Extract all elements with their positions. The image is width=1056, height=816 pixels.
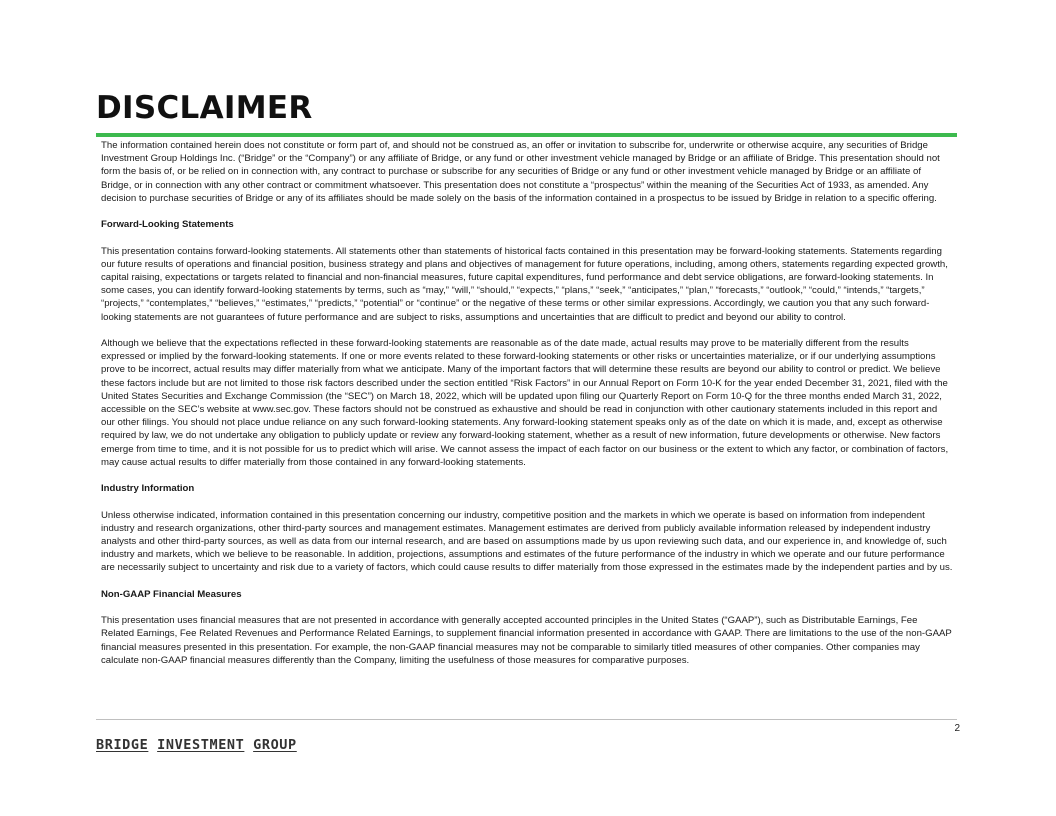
- non-gaap-paragraph: This presentation uses financial measures that are not presented in accordance with generally accepted accounted principles in the United States (“GAAP”), such as Distributable Earnings, Fee Related Earnings, Fee Related Revenues and Performance Related Earnings, to supplement financial information presented in accordance with GAAP. There are limitations to the use of the non-GAAP financial measures presented in this presentation. For example, the non-GAAP financial measures may not be comparable to similarly titled measures of other companies. Other companies may calculate non-GAAP financial measures differently than the Company, limiting the usefulness of those measures for comparative purposes.: [101, 615, 952, 666]
- industry-paragraph: Unless otherwise indicated, information contained in this presentation concerning our industry, competitive position and the markets in which we operate is based on information from independent industry and research organizations, other third-party sources and management estimates. Management estimates are derived from publicly available information released by independent industry analysts and other third-party sources, as well as data from our internal research, and are based on assumptions made by us upon reviewing such data, and our experience in, and knowledge of, such industry and markets, which we believe to be reasonable. In addition, projections, assumptions and estimates of the future performance of the industry in which we operate and our future performance are necessarily subject to uncertainty and risk due to a variety of factors, which could cause results to differ materially from those expressed in the estimates made by the independent parties and by us.: [101, 509, 953, 574]
- forward-looking-heading: Forward-Looking Statements: [101, 219, 234, 231]
- forward-looking-paragraph-1: This presentation contains forward-looking statements. All statements other than statements of historical facts contained in this presentation may be forward-looking statements. Statements regarding our future results of operations and financial position, business strategy and plans and objectives of management for future operations, including, among others, statements regarding expected growth, capital raising, expectations or targets related to financial and non-financial measures, future capital expenditures, fund performance and debt service obligations, are forward-looking statements. In some cases, you can identify forward-looking statements by terms, such as “may,” “will,” “should,” “expects,” “plans,” “seek,” “anticipates,” “plan,” “forecasts,” “outlook,” “could,” “intends,” “targets,” “projects,” “contemplates,” “believes,” “estimates,” “predicts,” “potential” or “continue” or the negative of these terms or other similar expressions. Accordingly, we caution you that any such forward-looking statements are not guarantees of future performance and are subject to risks, assumptions and uncertainties that are difficult to predict and beyond our ability to control.: [101, 245, 948, 323]
- page-number: 2: [954, 723, 960, 734]
- spacer: [101, 324, 953, 337]
- spacer: [101, 231, 953, 244]
- disclaimer-body: [101, 139, 953, 667]
- company-logo: [96, 737, 297, 753]
- non-gaap-heading: Non-GAAP Financial Measures: [101, 588, 242, 600]
- title-accent-divider: [96, 133, 957, 137]
- logo-word-2: INVESTMENT: [157, 737, 245, 753]
- spacer: [101, 575, 953, 588]
- spacer: [101, 469, 953, 482]
- spacer: [101, 495, 953, 508]
- forward-looking-paragraph-2: Although we believe that the expectations reflected in these forward-looking statements are reasonable as of the date made, actual results may prove to be materially different from the results expressed or implied by the forward-looking statements. If one or more events related to these forward-looking statements or other risks or uncertainties materialize, or if our underlying assumptions prove to be incorrect, actual results may differ materially from what we anticipate. Many of the important factors that will determine these results are beyond our ability to control or predict. We believe these factors include but are not limited to those risk factors described under the section entitled “Risk Factors” in our Annual Report on Form 10-K for the year ended December 31, 2021, filed with the United States Securities and Exchange Commission (the “SEC”) on March 18, 2022, which will be updated upon filing our Quarterly Report on Form 10-Q for the three months ended March 31, 2022, accessible on the SEC’s website at www.sec.gov. These factors should not be construed as exhaustive and should be read in conjunction with other cautionary statements included in this report and our other filings. You should not place undue reliance on any such forward-looking statements. Any forward-looking statement speaks only as of the date on which it is made, and, except as otherwise required by law, we do not undertake any obligation to publicly update or review any forward-looking statement, whether as a result of new information, future developments or otherwise. New factors emerge from time to time, and it is not possible for us to predict which will arise. We cannot assess the impact of each factor on our business or the extent to which any factor, or combination of factors, may cause actual results to differ materially from those contained in any forward-looking statements.: [101, 338, 949, 468]
- page-title: DISCLAIMER: [96, 90, 313, 126]
- logo-word-1: BRIDGE: [96, 737, 149, 753]
- spacer: [101, 205, 953, 218]
- intro-paragraph: The information contained herein does not constitute or form part of, and should not be construed as, an offer or invitation to subscribe for, underwrite or otherwise acquire, any securities of Bridge Investment Group Holdings Inc. (“Bridge” or the “Company”) or any affiliate of Bridge, or any fund or other investment vehicle managed by Bridge or an affiliate of Bridge. This presentation should not form the basis of, or be relied on in connection with, any contract to purchase or subscribe for any securities of Bridge or any fund or other investment vehicle managed by Bridge or an affiliate of Bridge, or in connection with any other contract or commitment whatsoever. This presentation does not constitute a “prospectus” within the meaning of the Securities Act of 1933, as amended. Any decision to purchase securities of Bridge or any of its affiliates should be made solely on the basis of the information contained in a prospectus to be issued by Bridge in relation to a specific offering.: [101, 140, 940, 204]
- industry-heading: Industry Information: [101, 483, 195, 495]
- logo-word-3: GROUP: [253, 737, 297, 753]
- footer-divider: [96, 719, 957, 720]
- spacer: [101, 601, 953, 614]
